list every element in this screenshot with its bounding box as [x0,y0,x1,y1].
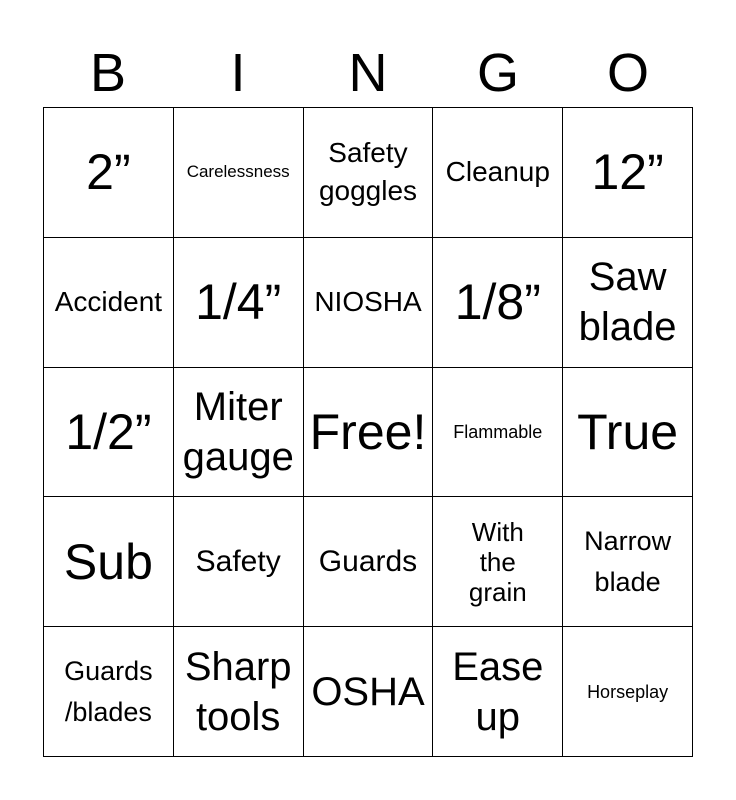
header-letter-g: G [476,43,519,103]
bingo-cell-b3[interactable] [44,368,174,498]
bingo-cell-text: Accident [54,286,163,318]
bingo-cell-text: Narrow blade [584,525,672,597]
bingo-cell-g3[interactable] [433,368,563,498]
bingo-cell-b1[interactable] [44,108,174,238]
bingo-cell-text: 1/8” [454,274,541,331]
bingo-cell-text: Carelessness [186,162,290,182]
bingo-cell-text: Cleanup [445,156,550,188]
bingo-cell-n5[interactable] [304,627,434,757]
bingo-cell-text: Guards [318,544,418,578]
header-letter-i: I [230,43,246,103]
bingo-cell-text: Ease up [452,644,544,739]
bingo-header [43,40,693,106]
bingo-cell-text: Sharp tools [184,644,292,739]
bingo-cell-text: Guards /blades [64,655,153,727]
bingo-cell-text: Safety [195,544,281,578]
bingo-cell-o1[interactable] [563,108,693,238]
bingo-cell-i5[interactable] [174,627,304,757]
bingo-cell-text: With the grain [468,516,527,607]
header-letter-o: O [606,43,649,103]
header-letter-b: B [89,43,127,103]
bingo-cell-text: True [577,403,679,460]
bingo-cell-text: Saw blade [578,255,677,350]
bingo-cell-text: Miter gauge [182,384,294,479]
header-letter-n: N [348,43,388,103]
bingo-cell-g4[interactable] [433,497,563,627]
bingo-cell-b4[interactable] [44,497,174,627]
bingo-cell-text: Horseplay [587,681,669,702]
bingo-cell-n2[interactable] [304,238,434,368]
bingo-cell-g2[interactable] [433,238,563,368]
bingo-cell-n4[interactable] [304,497,434,627]
bingo-cell-text: 1/4” [195,274,282,331]
bingo-cell-o5[interactable] [563,627,693,757]
bingo-cell-g1[interactable] [433,108,563,238]
bingo-cell-text: 1/2” [65,403,152,460]
bingo-cell-text: 12” [591,144,664,201]
bingo-cell-text: Safety goggles [318,137,418,207]
bingo-cell-n3[interactable] [304,368,434,498]
bingo-cell-n1[interactable] [304,108,434,238]
bingo-cell-text: NIOSHA [314,286,422,318]
bingo-cell-o3[interactable] [563,368,693,498]
bingo-cell-text: Free! [309,403,427,460]
bingo-cell-o4[interactable] [563,497,693,627]
bingo-grid [43,107,693,757]
bingo-cell-g5[interactable] [433,627,563,757]
bingo-cell-i4[interactable] [174,497,304,627]
bingo-cell-i1[interactable] [174,108,304,238]
bingo-cell-b5[interactable] [44,627,174,757]
bingo-cell-i3[interactable] [174,368,304,498]
bingo-cell-i2[interactable] [174,238,304,368]
bingo-cell-b2[interactable] [44,238,174,368]
bingo-cell-text: Sub [63,533,153,590]
bingo-cell-text: OSHA [311,669,425,714]
bingo-cell-text: 2” [86,144,131,201]
bingo-cell-text: Flammable [453,421,543,442]
bingo-cell-o2[interactable] [563,238,693,368]
